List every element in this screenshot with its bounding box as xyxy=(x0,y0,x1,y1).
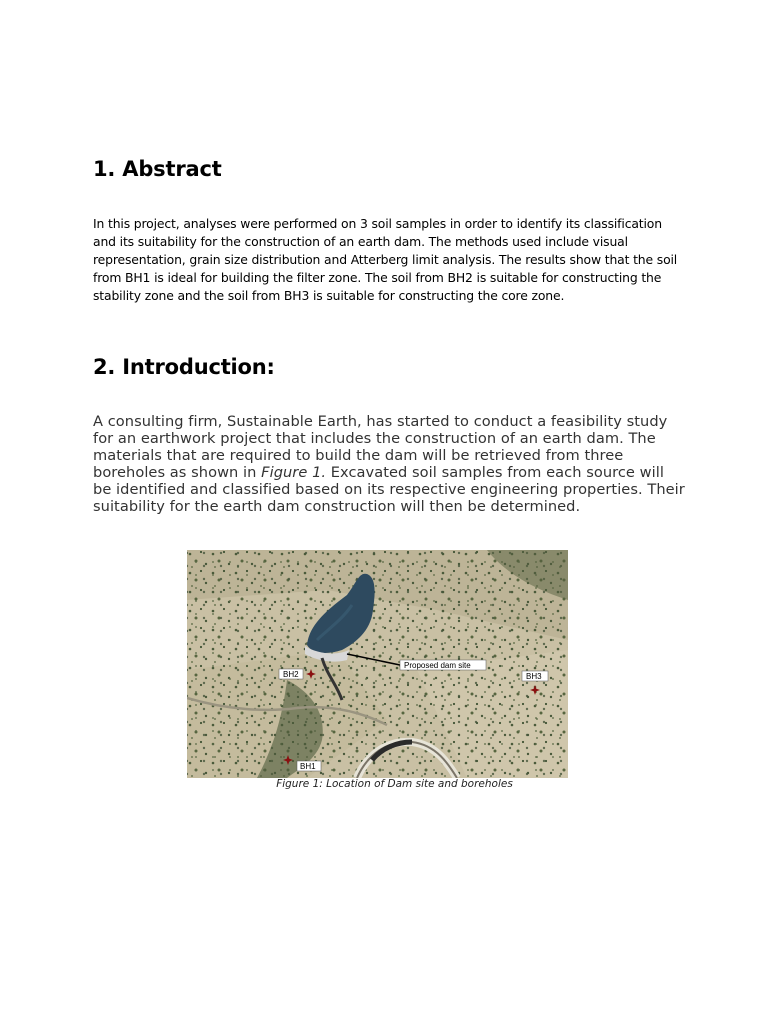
intro-text-part-2: Excavated soil samples from each source will be identified and classified based on its respective engineering properties. Their suitability for the earth dam construction will then be determined. xyxy=(93,464,685,515)
dam-site-label: Proposed dam site xyxy=(404,661,471,670)
bh3-label: BH3 xyxy=(526,672,542,681)
bh1-label: BH1 xyxy=(300,762,316,771)
aerial-map-image xyxy=(187,550,568,778)
figure-caption: Figure 1: Location of Dam site and boreholes xyxy=(276,778,513,790)
figure-reference: Figure 1. xyxy=(261,464,327,481)
abstract-heading: 1. Abstract xyxy=(93,157,222,181)
abstract-paragraph: In this project, analyses were performed on 3 soil samples in order to identify its classification and its suitability for the construction of an earth dam. The methods used include visual representation, grain size distribution and Atterberg limit analysis. The results show that the soil from BH1 is ideal for building the filter zone. The soil from BH2 is suitable for constructing the stability zone and the soil from BH3 is suitable for constructing the core zone. xyxy=(93,216,678,303)
introduction-heading: 2. Introduction: xyxy=(93,355,275,379)
introduction-paragraph xyxy=(93,413,685,515)
bh2-label: BH2 xyxy=(283,670,299,679)
intro-text-part-1: A consulting firm, Sustainable Earth, has started to conduct a feasibility study for an earthwork project that includes the construction of an earth dam. The materials that are required to build the dam will be retrieved from three boreholes as shown in xyxy=(93,413,668,481)
